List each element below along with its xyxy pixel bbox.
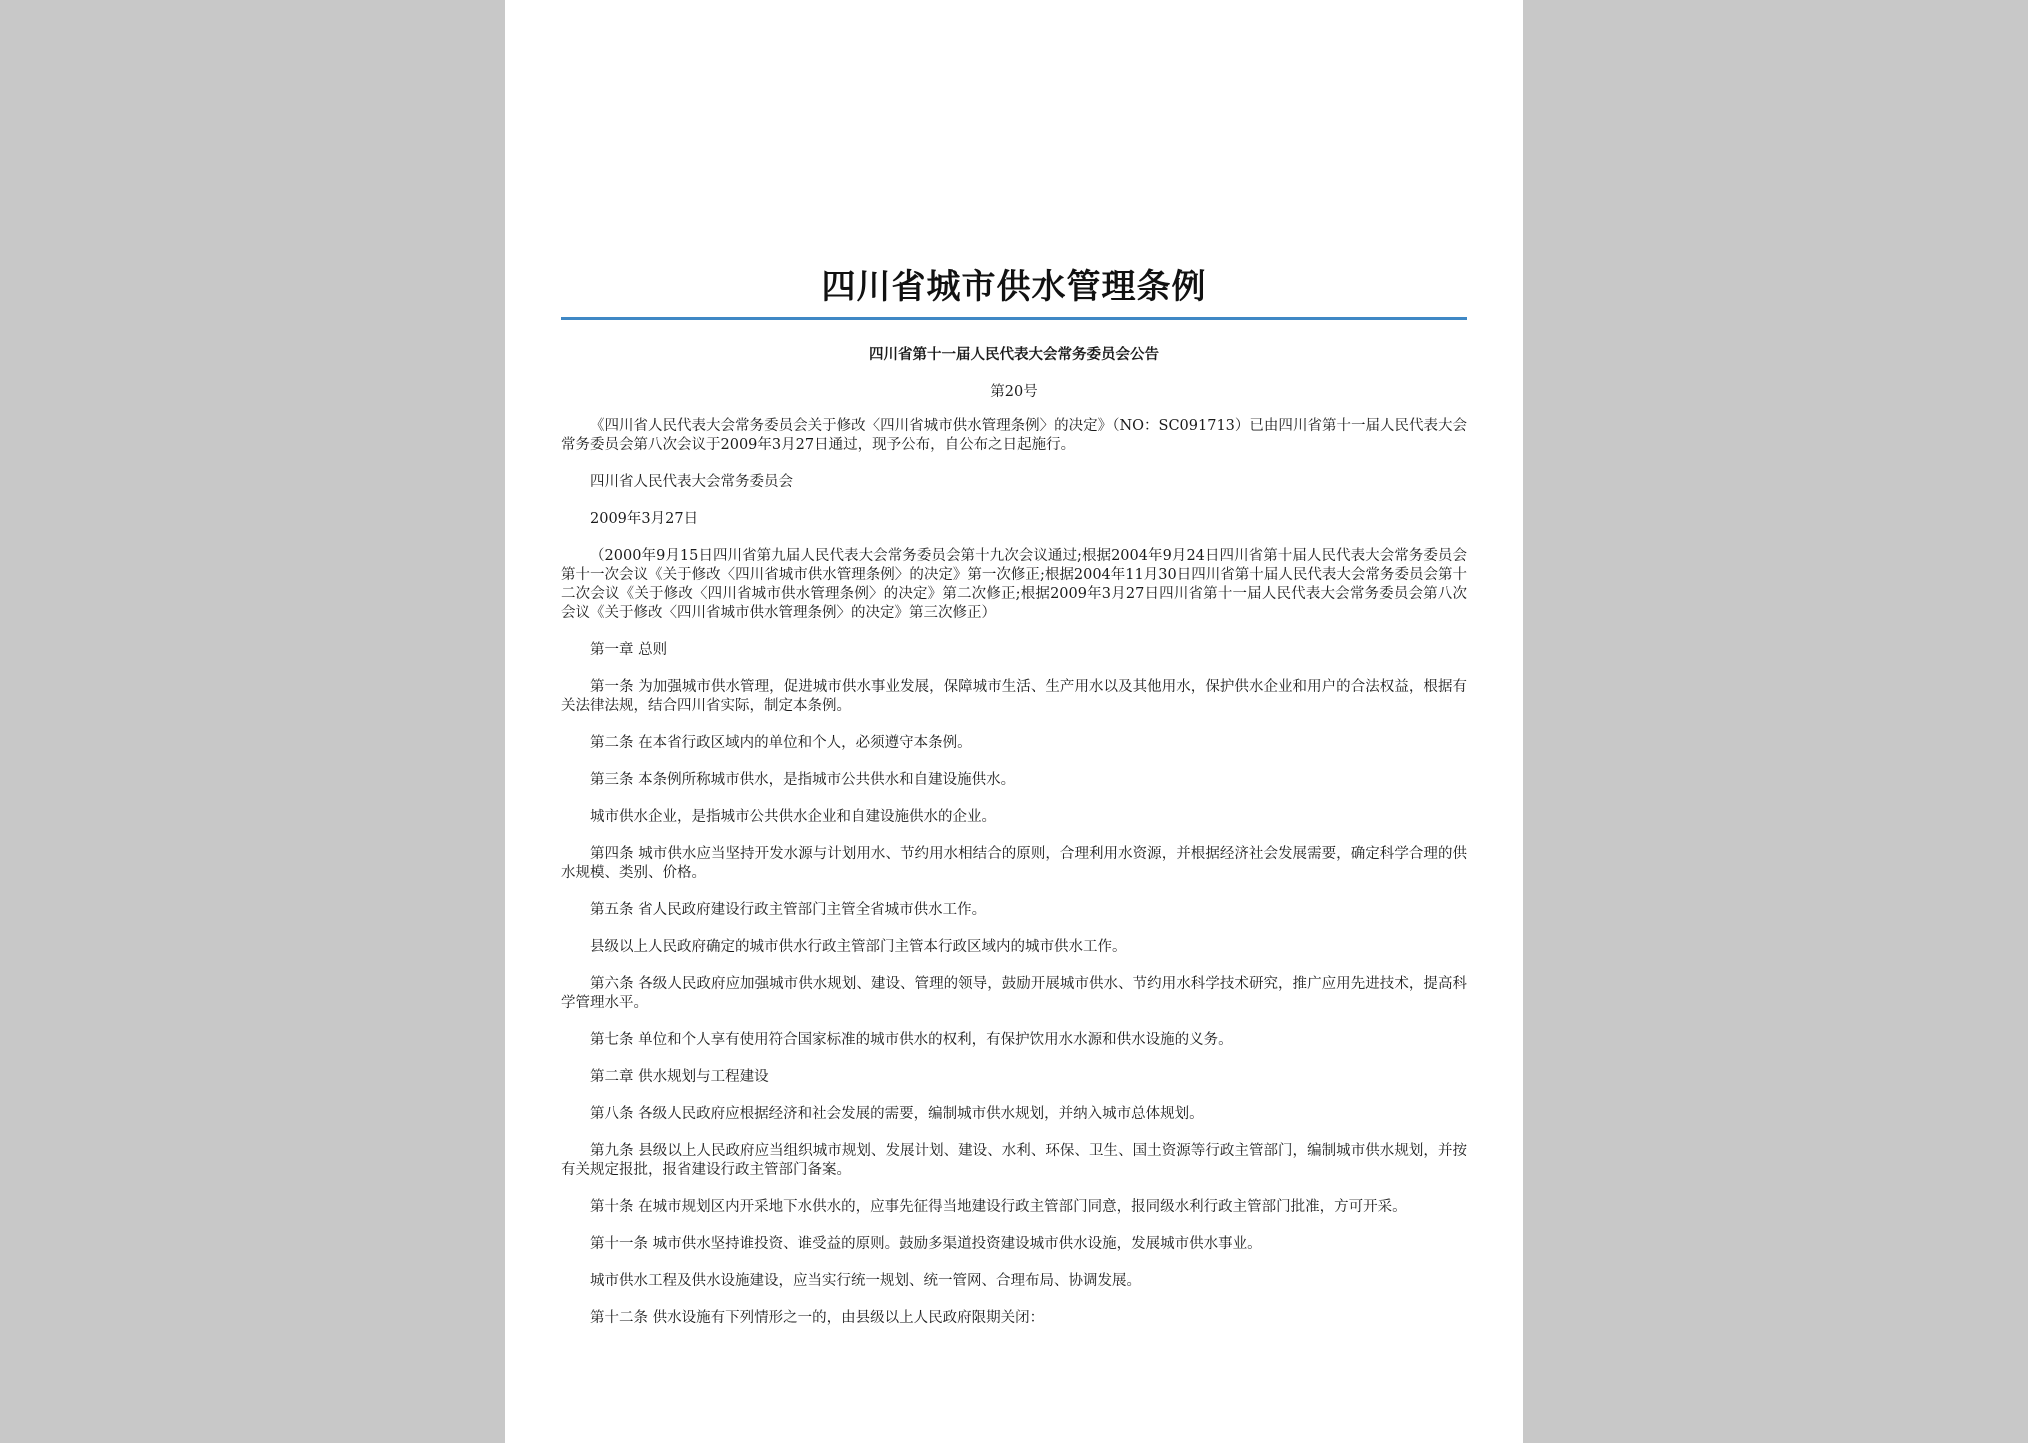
article-paragraph: 第八条 各级人民政府应根据经济和社会发展的需要，编制城市供水规划，并纳入城市总体规划。 [590, 1106, 1204, 1122]
article-paragraph: 第一条 为加强城市供水管理，促进城市供水事业发展，保障城市生活、生产用水以及其他用水，保护供水企业和用户的合法权益，根据有关法律法规，结合四川省实际，制定本条例。 [561, 679, 1467, 714]
notice-title: 四川省第十一届人民代表大会常务委员会公告 [869, 347, 1159, 363]
article-paragraph: 第十二条 供水设施有下列情形之一的，由县级以上人民政府限期关闭： [590, 1310, 1045, 1326]
document-title: 四川省城市供水管理条例 [821, 267, 1207, 307]
article-paragraph: 第九条 县级以上人民政府应当组织城市规划、发展计划、建设、水利、环保、卫生、国土资源等行政主管部门，编制城市供水规划，并按有关规定报批，报省建设行政主管部门备案。 [561, 1143, 1467, 1178]
article-paragraph: 县级以上人民政府确定的城市供水行政主管部门主管本行政区域内的城市供水工作。 [590, 939, 1127, 955]
article-paragraph: 第四条 城市供水应当坚持开发水源与计划用水、节约用水相结合的原则，合理利用水资源，并根据经济社会发展需要，确定科学合理的供水规模、类别、价格。 [561, 846, 1467, 881]
document-body [561, 346, 1467, 1346]
document-page [505, 0, 1523, 1443]
article-paragraph: 第二条 在本省行政区域内的单位和个人，必须遵守本条例。 [590, 735, 972, 751]
article-paragraph: 第十一条 城市供水坚持谁投资、谁受益的原则。鼓励多渠道投资建设城市供水设施，发展城市供水事业。 [590, 1236, 1262, 1252]
article-paragraph: 城市供水工程及供水设施建设，应当实行统一规划、统一管网、合理布局、协调发展。 [590, 1273, 1141, 1289]
article-paragraph: 第十条 在城市规划区内开采地下水供水的，应事先征得当地建设行政主管部门同意，报同级水利行政主管部门批准，方可开采。 [590, 1199, 1407, 1215]
notice-number: 第20号 [990, 384, 1038, 400]
paragraph-announcement: 《四川省人民代表大会常务委员会关于修改〈四川省城市供水管理条例〉的决定》（NO：SC091713）已由四川省第十一届人民代表大会常务委员会第八次会议于2009年3月27日通过，现予公布，自公布之日起施行。 [561, 418, 1467, 453]
paragraph-amendment-history: （2000年9月15日四川省第九届人民代表大会常务委员会第十九次会议通过;根据2004年9月24日四川省第十届人民代表大会常务委员会第十一次会议《关于修改〈四川省城市供水管理条例〉的决定》第一次修正;根据2004年11月30日四川省第十届人民代表大会常务委员会第十二次会议《关于修改〈四川省城市供水管理条例〉的决定》第二次修正;根据2009年3月27日四川省第十一届人民代表大会常务委员会第八次会议《关于修改〈四川省城市供水管理条例〉的决定》第三次修正） [561, 548, 1467, 621]
chapter-heading: 第二章 供水规划与工程建设 [590, 1069, 769, 1085]
paragraph-date: 2009年3月27日 [590, 511, 699, 527]
article-paragraph: 第六条 各级人民政府应加强城市供水规划、建设、管理的领导，鼓励开展城市供水、节约用水科学技术研究，推广应用先进技术，提高科学管理水平。 [561, 976, 1467, 1011]
article-paragraph: 第三条 本条例所称城市供水，是指城市公共供水和自建设施供水。 [590, 772, 1016, 788]
chapter-heading: 第一章 总则 [590, 642, 668, 658]
article-paragraph: 城市供水企业，是指城市公共供水企业和自建设施供水的企业。 [590, 809, 996, 825]
title-divider [561, 317, 1467, 320]
article-paragraph: 第七条 单位和个人享有使用符合国家标准的城市供水的权利，有保护饮用水水源和供水设施的义务。 [590, 1032, 1233, 1048]
paragraph-issuer: 四川省人民代表大会常务委员会 [590, 474, 793, 490]
article-paragraph: 第五条 省人民政府建设行政主管部门主管全省城市供水工作。 [590, 902, 987, 918]
